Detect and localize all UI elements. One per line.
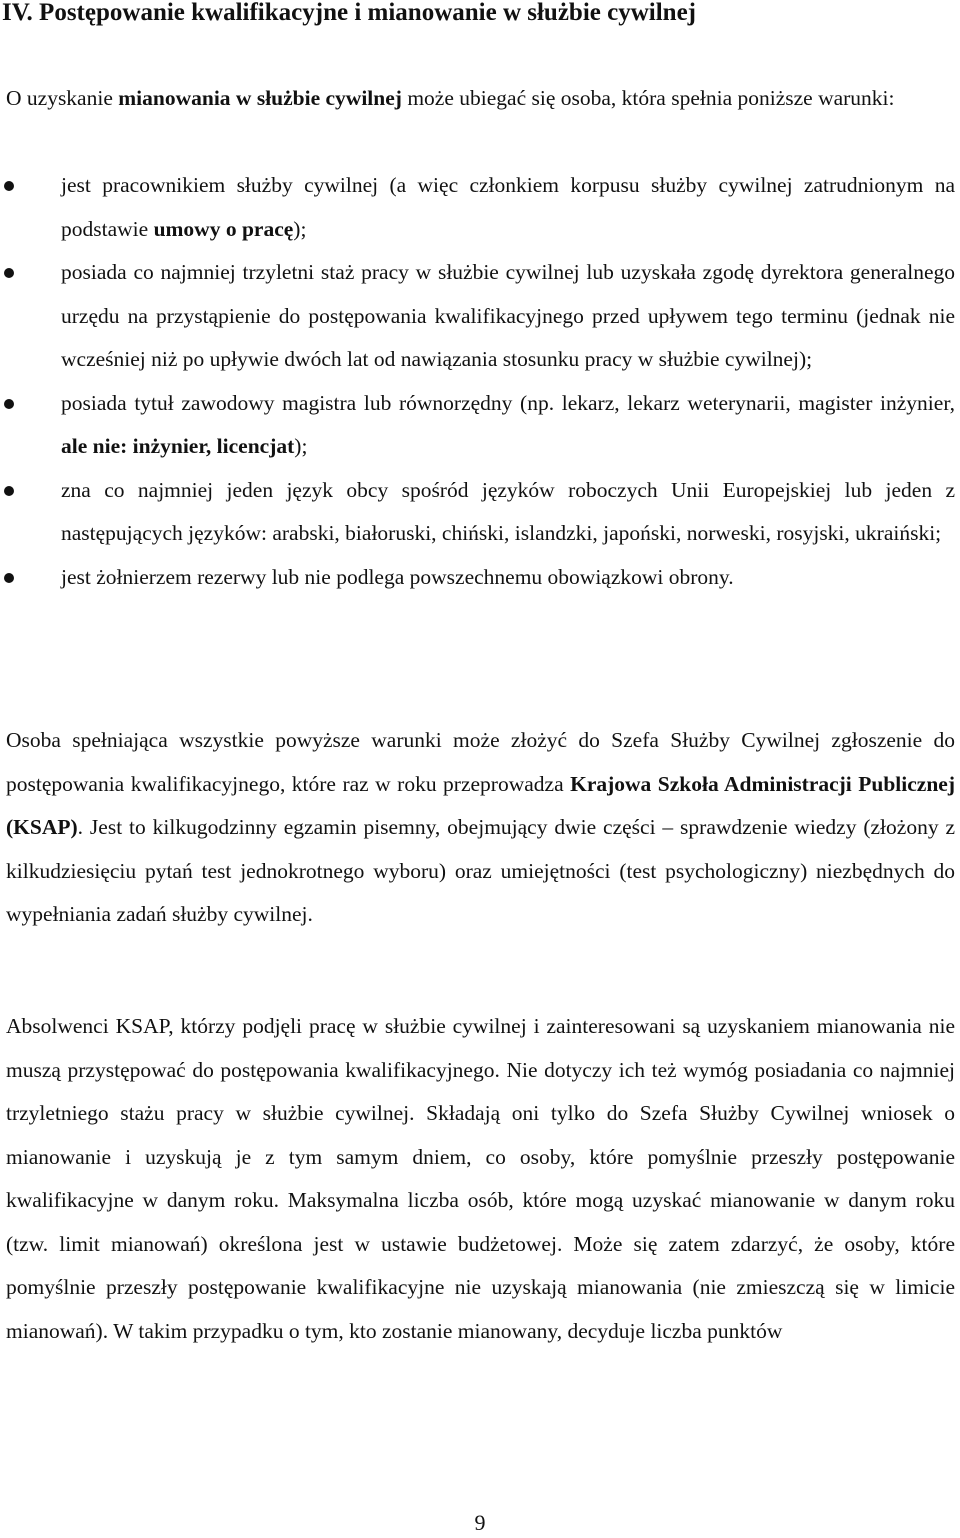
condition-item: zna co najmniej jeden język obcy spośród języków roboczych Unii Europejskiej lub jeden z następujących języków: arabski, białoruski, chiński, islandzki, japoński, norweski, rosyjski, ukraiński; <box>0 469 955 556</box>
conditions-list <box>0 164 955 599</box>
condition-item: posiada co najmniej trzyletni staż pracy w służbie cywilnej lub uzyskała zgodę dyrektora generalnego urzędu na przystąpienie do postępowania kwalifikacyjnego przed upływem tego terminu (jednak nie wcześniej niż po upływie dwóch lat od nawiązania stosunku pracy w służbie cywilnej); <box>0 251 955 382</box>
graduates-paragraph: Absolwenci KSAP, którzy podjęli pracę w służbie cywilnej i zainteresowani są uzyskaniem mianowania nie muszą przystępować do postępowania kwalifikacyjnego. Nie dotyczy ich też wymóg posiadania co najmniej trzyletniego stażu pracy w służbie cywilnej. Składają oni tylko do Szefa Służby Cywilnej wniosek o mianowanie i uzyskują je z tym samym dniem, co osoby, które pomyślnie przeszły postępowanie kwalifikacyjne w danym roku. Maksymalna liczba osób, które mogą uzyskać mianowanie w danym roku (tzw. limit mianowań) określona jest w ustawie budżetowej. Może się zatem zdarzyć, że osoby, które pomyślnie przeszły postępowanie kwalifikacyjne nie uzyskają mianowania (nie zmieszczą się w limicie mianowań). W takim przypadku o tym, kto zostanie mianowany, decyduje liczba punktów <box>6 1014 955 1343</box>
bullet-icon <box>4 268 14 278</box>
condition-item: posiada tytuł zawodowy magistra lub równorzędny (np. lekarz, lekarz weterynarii, magister inżynier, ale nie: inżynier, licencjat); <box>0 382 955 469</box>
intro-paragraph <box>6 77 955 121</box>
intro-text-2: może ubiegać się osoba, która spełnia poniższe warunki: <box>401 86 895 110</box>
ksap-paragraph: Osoba spełniająca wszystkie powyższe warunki może złożyć do Szefa Służby Cywilnej zgłoszenie do postępowania kwalifikacyjnego, które raz w roku przeprowadza Krajowa Szkoła Administracji Publicznej (KSAP). Jest to kilkugodzinny egzamin pisemny, obejmujący dwie części – sprawdzenie wiedzy (złożony z kilkudziesięciu pytań test jednokrotnego wyboru) oraz umiejętności (test psychologiczny) niezbędnych do wypełniania zadań służby cywilnej. <box>6 728 955 926</box>
bullet-icon <box>4 181 14 191</box>
page-number: 9 <box>474 1510 486 1535</box>
condition-item: jest pracownikiem służby cywilnej (a więc członkiem korpusu służby cywilnej zatrudnionym na podstawie umowy o pracę); <box>0 164 955 251</box>
intro-bold-term: mianowania w służbie cywilnej <box>118 86 402 110</box>
section-heading: IV. Postępowanie kwalifikacyjne i mianowanie w służbie cywilnej <box>2 0 696 26</box>
bullet-icon <box>4 486 14 496</box>
ksap-bold-name: Krajowa Szkoła Administracji Publicznej (KSAP) <box>6 771 955 839</box>
bullet-icon <box>4 399 14 409</box>
condition-item: jest żołnierzem rezerwy lub nie podlega powszechnemu obowiązkowi obrony. <box>0 556 955 600</box>
bullet-icon <box>4 573 14 583</box>
intro-text-1: O uzyskanie <box>6 86 119 110</box>
